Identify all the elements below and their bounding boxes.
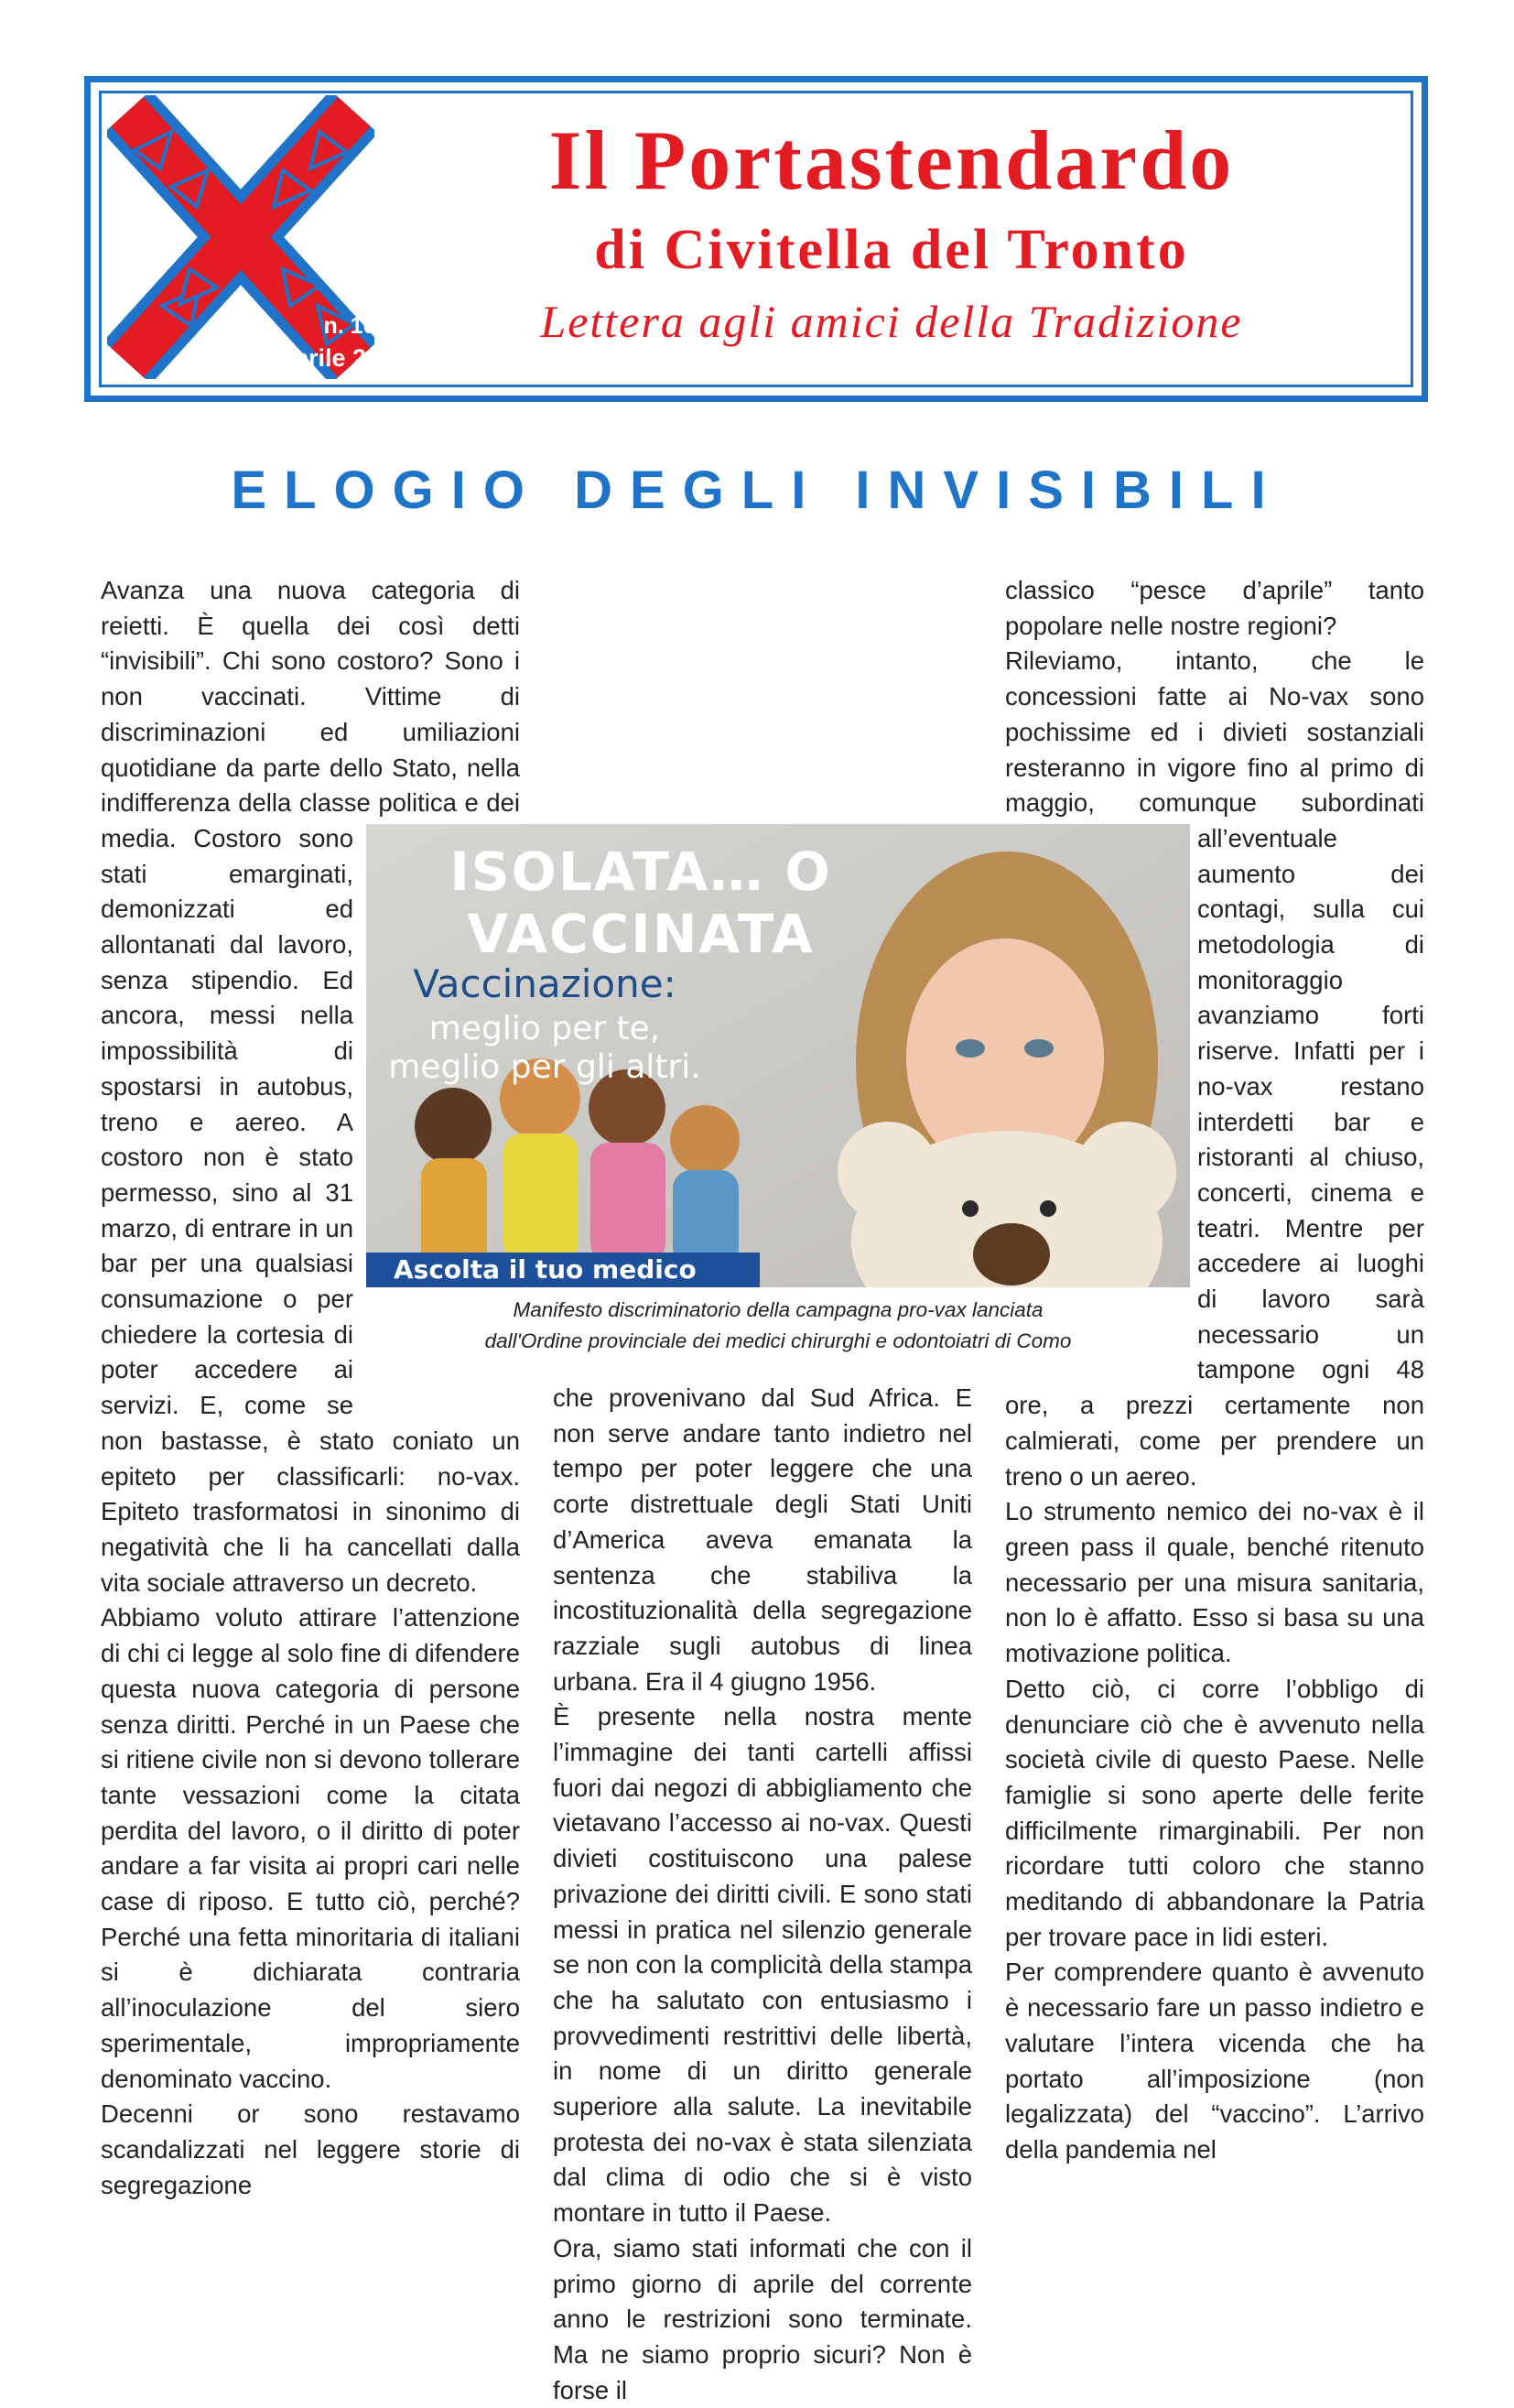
article-column-3: [1005, 573, 1424, 2168]
paragraph: Per comprendere quanto è avvenuto è necessario fare un passo indietro e valutare l’intera vicenda che ha portato all’imposizione (non legalizzata) del “vaccino”. L’arrivo della pandemia nel: [1005, 1958, 1424, 2164]
poster-slogan-line3: meglio per gli altri.: [388, 1048, 701, 1086]
paragraph: È presente nella nostra mente l’immagine dei tanti cartelli affissi fuori dai negozi di abbigliamento che vietavano l’accesso ai no-vax. Questi divieti costituiscono una palese privazione dei diritti civili. E sono stati messi in pratica nel silenzio generale se non con la complicità della stampa che ha salutato con entusiasmo i provvedimenti restrittivi delle libertà, in nome di un diritto generale superiore alla salute. La inevitabile protesta dei no-vax è stata silenziata dal clima di odio che si è visto montare in tutto il Paese.: [553, 1702, 972, 2228]
poster-slogan-line2: meglio per te,: [428, 1010, 661, 1047]
paragraph: Abbiamo voluto attirare l’attenzione di chi ci legge al solo fine di difendere questa nuova categoria di persone senza diritti. Perché in un Paese che si ritiene civile non si devono tollerare tante vessazioni come la citata perdita del lavoro, o il diritto di poter andare a far visita ai propri cari nelle case di riposo. E tutto ciò, perché? Perché una fetta minoritaria di italiani si è dichiarata contraria all’inoculazione del siero sperimentale, impropriamente denominato vaccino.: [101, 1603, 520, 2093]
paragraph: Lo strumento nemico dei no-vax è il green pass il quale, benché ritenuto necessario per una misura sanitaria, non lo è affatto. Esso si basa su una motivazione politica.: [1005, 1497, 1424, 1668]
issue-number: n. 10: [323, 313, 376, 339]
poster-headline: ISOLATA… O VACCINATA: [449, 841, 832, 965]
masthead: [84, 76, 1428, 402]
publication-tagline: Lettera agli amici della Tradizione: [540, 296, 1243, 347]
figure-caption: [366, 1295, 1190, 1357]
article-column-1: [101, 573, 520, 2203]
paragraph: Rileviamo, intanto, che le concessioni fatte ai No-vax sono pochissime ed i divieti sostanziali resteranno in vigore fino al primo di maggio, comunque subordinati all’eventuale aumento dei contagi, sulla cui metodologia di monitoraggio avanziamo forti riserve. Infatti per i no-vax restano interdetti bar e ristoranti al chiuso, concerti, cinema e teatri. Mentre per accedere ai luoghi di lavoro sarà necessario un tampone ogni 48 ore, a prezzi certamente non calmierati, come per prendere un treno o un aereo.: [1005, 646, 1424, 1491]
caption-line-2: dall'Ordine provinciale dei medici chirurghi e odontoiatri di Como: [484, 1329, 1072, 1352]
publication-subtitle: di Civitella del Tronto: [594, 219, 1189, 281]
paragraph: Decenni or sono restavamo scandalizzati nel leggere storie di segregazione: [101, 2099, 520, 2199]
paragraph: Avanza una nuova categoria di reietti. È quella dei così detti “invisibili”. Chi sono costoro? Sono i non vaccinati. Vittime di discriminazioni ed umiliazioni quotidiane da parte dello Stato, nella indifferenza della classe politica e dei media. Costoro sono stati emarginati, demonizzati ed allontanati dal lavoro, senza stipendio. Ed ancora, messi nella impossibilità di spostarsi in autobus, treno e aereo. A costoro non è stato permesso, sino al 31 marzo, di entrare in un bar per una qualsiasi consumazione o per chiedere la cortesia di poter accedere ai servizi. E, come se non bastasse, è stato coniato un epiteto per classificarli: no-vax. Epiteto trasformatosi in sinonimo di negatività che li ha cancellati dalla vita sociale attraverso un decreto.: [101, 576, 520, 1597]
publication-title: Il Portastendardo: [548, 114, 1235, 207]
issue-date: Aprile 2022: [275, 344, 408, 372]
article-title: ELOGIO DEGLI INVISIBILI: [231, 461, 1283, 520]
poster-image: [366, 824, 1190, 1287]
poster-slogan: [366, 1010, 723, 1087]
poster-slogan-line1: Vaccinazione:: [413, 961, 676, 1006]
paragraph: Detto ciò, ci corre l’obbligo di denunciare ciò che è avvenuto nella società civile di questo Paese. Nelle famiglie si sono aperte delle ferite difficilmente rimarginabili. Per non ricordare tutti coloro che stanno meditando di abbandonare la Patria per trovare pace in lidi esteri.: [1005, 1674, 1424, 1951]
paragraph: classico “pesce d’aprile” tanto popolare nelle nostre regioni?: [1005, 576, 1424, 640]
caption-line-1: Manifesto discriminatorio della campagna pro-vax lanciata: [513, 1298, 1044, 1321]
paragraph: che provenivano dal Sud Africa. E non serve andare tanto indietro nel tempo per poter leggere che una corte distrettuale degli Stati Uniti d’America aveva emanata la sentenza che stabiliva la incostituzionalità della segregazione razziale sugli autobus di linea urbana. Era il 4 giugno 1956.: [553, 1383, 972, 1696]
poster-footer-text: Ascolta il tuo medico: [394, 1254, 697, 1285]
paragraph: Ora, siamo stati informati che con il primo giorno di aprile del corrente anno le restrizioni sono terminate. Ma ne siamo proprio sicuri? Non è forse il: [553, 2233, 972, 2404]
